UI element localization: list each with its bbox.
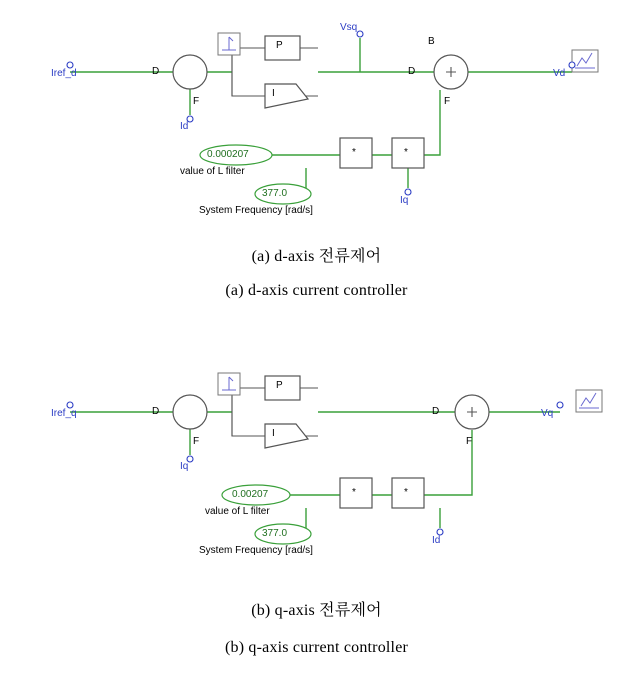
- label-sum1-port-f: F: [193, 96, 200, 107]
- port-vsq: [357, 31, 363, 37]
- caption-system-frequency-b: System Frequency [rad/s]: [199, 545, 313, 556]
- caption-l-filter-b: value of L filter: [205, 506, 270, 517]
- value-system-frequency-a: 377.0: [262, 188, 288, 199]
- label-sum1-port-d: D: [152, 66, 160, 77]
- label-id-b: Id: [432, 535, 441, 546]
- label-vsq: Vsq: [340, 22, 358, 33]
- label-multiplier-2-b: *: [404, 487, 408, 498]
- label-vd: Vd: [553, 68, 566, 79]
- label-sum2-port-b: B: [428, 36, 435, 47]
- label-p-gain-b: P: [276, 380, 283, 391]
- label-iref-q: Iref_q: [51, 408, 77, 419]
- label-id: Id: [180, 121, 189, 132]
- label-iq-a: Iq: [400, 195, 409, 206]
- diagram-d-axis-canvas: [0, 0, 633, 240]
- label-iref-d: Iref_d: [51, 68, 77, 79]
- port-vq: [557, 402, 563, 408]
- label-multiplier-1-a: *: [352, 147, 356, 158]
- caption-l-filter-a: value of L filter: [180, 166, 245, 177]
- multiplier-block-2-b: [392, 478, 424, 508]
- caption-b-korean: (b) q-axis 전류제어: [251, 602, 382, 619]
- summation-node-1: [173, 55, 207, 89]
- label-sum1-port-d-b: D: [152, 406, 160, 417]
- summation-node-1-b: [173, 395, 207, 429]
- caption-a-english: (a) d-axis current controller: [225, 282, 408, 299]
- port-vd: [569, 62, 575, 68]
- caption-b-english: (b) q-axis current controller: [224, 639, 409, 656]
- label-p-gain: P: [276, 40, 283, 51]
- value-system-frequency-b: 377.0: [262, 528, 288, 539]
- label-multiplier-2-a: *: [404, 147, 408, 158]
- caption-system-frequency-a: System Frequency [rad/s]: [199, 205, 313, 216]
- label-vq: Vq: [541, 408, 554, 419]
- value-l-filter-a: 0.000207: [207, 149, 249, 160]
- diagram-q-axis-canvas: [0, 360, 633, 590]
- label-sum1-port-f-b: F: [193, 436, 200, 447]
- label-sum2-port-f-b: F: [466, 436, 473, 447]
- caption-a-korean: (a) d-axis 전류제어: [251, 248, 382, 265]
- diagram-q-axis: [0, 360, 633, 590]
- multiplier-block-1-b: [340, 478, 372, 508]
- multiplier-block-1: [340, 138, 372, 168]
- diagram-d-axis: [0, 0, 633, 240]
- label-iq-feedback-b: Iq: [180, 461, 189, 472]
- value-l-filter-b: 0.00207: [232, 489, 269, 500]
- label-sum2-port-d-b: D: [432, 406, 440, 417]
- label-sum2-port-d: D: [408, 66, 416, 77]
- label-sum2-port-f: F: [444, 96, 451, 107]
- multiplier-block-2: [392, 138, 424, 168]
- label-i-gain: I: [272, 88, 275, 99]
- label-multiplier-1-b: *: [352, 487, 356, 498]
- label-i-gain-b: I: [272, 428, 275, 439]
